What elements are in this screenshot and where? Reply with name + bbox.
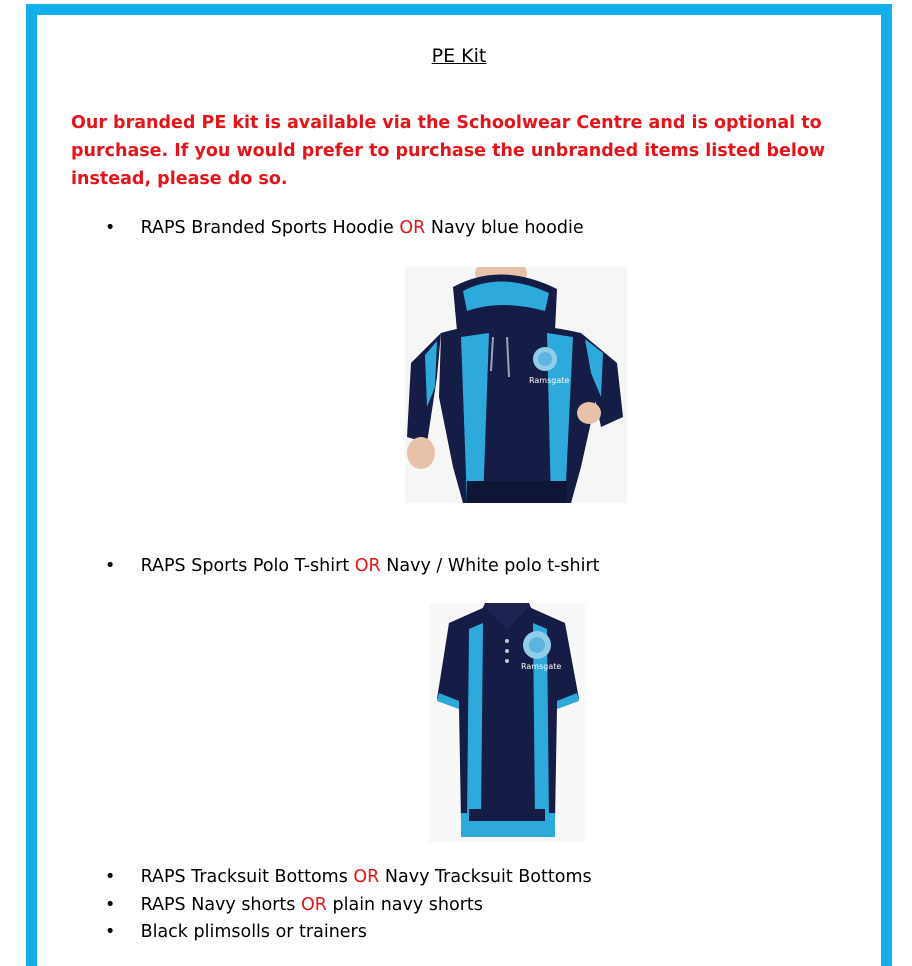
hoodie-photo — [405, 267, 627, 503]
item-branded: RAPS Sports Polo T-shirt — [140, 556, 350, 576]
item-or: OR — [300, 895, 327, 915]
item-or: OR — [399, 218, 426, 238]
item-branded: RAPS Branded Sports Hoodie — [140, 218, 394, 238]
polo-logo-text: Ramsgate — [521, 662, 562, 671]
item-alt: Navy / White polo t-shirt — [386, 556, 600, 576]
item-branded: RAPS Tracksuit Bottoms — [140, 867, 348, 887]
list-item-tracksuit — [105, 867, 592, 887]
hoodie-logo-text: Ramsgate — [529, 376, 570, 385]
page-title: PE Kit — [431, 45, 487, 67]
intro-paragraph: Our branded PE kit is available via the Schoolwear Centre and is optional to purchase. If you would prefer to purchase the unbranded items listed below instead, please do so. — [71, 113, 826, 189]
item-or: OR — [353, 867, 380, 887]
list-item-hoodie — [105, 218, 584, 238]
item-alt: Navy blue hoodie — [430, 218, 584, 238]
item-branded: RAPS Navy shorts — [140, 895, 296, 915]
item-alt: plain navy shorts — [332, 895, 483, 915]
document-frame — [26, 4, 892, 966]
list-item-shoes — [105, 922, 367, 942]
list-item-polo — [105, 556, 600, 576]
item-alt: Navy Tracksuit Bottoms — [384, 867, 592, 887]
bullet-icon: • — [105, 218, 116, 238]
polo-photo — [429, 603, 585, 843]
bullet-icon: • — [105, 867, 116, 887]
bullet-icon: • — [105, 922, 116, 942]
list-item-shorts — [105, 895, 483, 915]
item-text: Black plimsolls or trainers — [140, 922, 367, 942]
item-or: OR — [354, 556, 381, 576]
bullet-icon: • — [105, 895, 116, 915]
bullet-icon: • — [105, 556, 116, 576]
